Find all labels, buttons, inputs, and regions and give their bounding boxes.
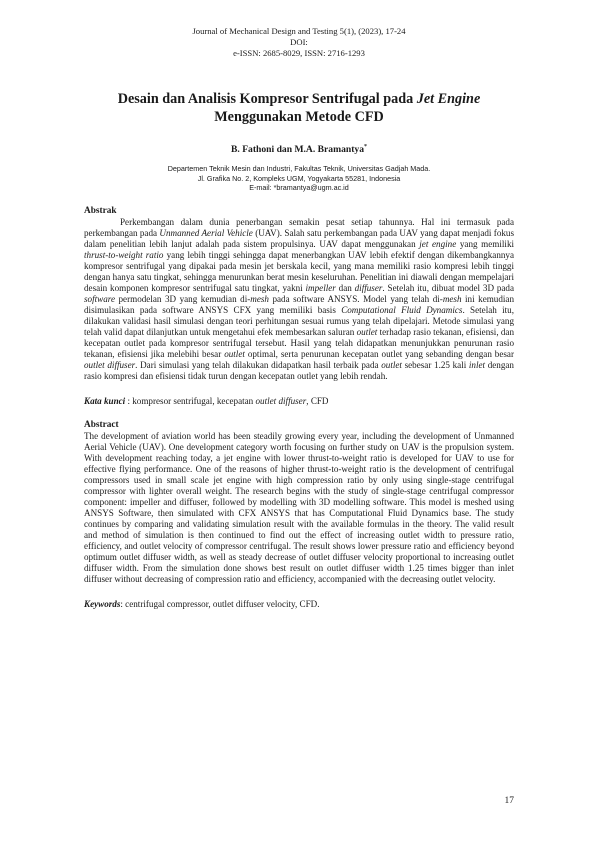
affiliation-dept: Departemen Teknik Mesin dan Industri, Fakultas Teknik, Universitas Gadjah Mada.	[167, 164, 431, 174]
text-run: yang memiliki	[456, 239, 515, 250]
italic-term: outlet	[224, 349, 245, 360]
italic-term: Computational Fluid Dynamics	[341, 305, 463, 316]
affiliation-address: Jl. Grafika No. 2, Kompleks UGM, Yogyakarta 55281, Indonesia	[197, 173, 401, 183]
italic-term: outlet	[381, 360, 402, 371]
author-names: B. Fathoni dan M.A. Bramantya	[231, 144, 364, 156]
text-run: : kompresor sentrifugal, kecepatan	[125, 396, 256, 407]
italic-term: mesh	[442, 294, 462, 305]
page-number: 17	[504, 796, 514, 806]
italic-term: outlet	[356, 327, 378, 338]
italic-term: Unmanned Aerial Vehicle	[159, 228, 253, 239]
italic-term: diffuser	[354, 283, 383, 294]
abstrak-heading: Abstrak	[84, 206, 117, 217]
title-part1: Desain dan Analisis Kompresor Sentrifugal pada	[117, 91, 417, 107]
italic-term: outlet diffuser	[255, 396, 307, 407]
kata-kunci-label: Kata kunci	[84, 396, 126, 407]
paper-title	[84, 90, 514, 126]
abstract-body	[84, 431, 514, 585]
authors	[84, 144, 514, 155]
abstract-heading: Abstract	[84, 420, 119, 431]
text-run: sebesar 1.25 kali	[401, 360, 469, 371]
keywords-label: Keywords	[84, 599, 121, 610]
keywords-body	[120, 599, 319, 609]
journal-citation: Journal of Mechanical Design and Testing 5(1), (2023), 17-24	[192, 26, 406, 36]
italic-term: outlet diffuser	[84, 360, 136, 371]
title-part2: Menggunakan Metode CFD	[214, 109, 384, 125]
journal-header	[84, 0, 514, 59]
text-run: yang lebih tinggi sehingga dapat menerbangkan UAV lebih efektif dengan dikembangkannya kompresor sentrifugal yang dipakai pada mesin jet berskala kecil, yang mana memiliki rasio kompresi lebih tinggi dengan hanya satu tingkat, sehingga menurunkan berat mesin keseluruhan. Penelitian ini diawali dengan mempelajari desain komponen kompresor sentrifugal satu tingkat, yakni	[84, 250, 515, 294]
text-run: dengan rasio kompresi dan efisiensi tidak turun dengan kecepatan outlet yang lebih rendah.	[84, 360, 514, 382]
text-run: pada software ANSYS. Model yang telah di-	[268, 294, 443, 305]
text-run: dan	[335, 283, 355, 294]
corresponding-mark: *	[364, 144, 367, 150]
text-run: : centrifugal compressor, outlet diffuser velocity, CFD.	[120, 599, 320, 610]
text-run: The development of aviation world has been steadily growing every year, including the development of Unmanned Aerial Vehicle (UAV). One development category worth focusing on further study on UAV is the propulsion system. With development reaching today, a jet engine with lower thrust-to-weight ratio is developed for UAV to use for effective flying performance. One of the reasons of higher thrust-to-weight ratio is the development of centrifugal compressors used in small scale jet engine with high compression ratio by only using single-stage centrifugal compressor with lighter overall weight. The research begins with the study of single-stage centrifugal compressor component: impeller and diffuser, followed by modelling with 3D modelling software. This model is meshed using ANSYS Software, then simulated with CFX ANSYS that has Computational Fluid Dynamics base. The study continues by comparing and validating simulation result with the available formulas in the theory. The valid result and method of simulation is then continued to find out the effect of increasing outlet width to pressure ratio, efficiency, and outlet velocity of compressor centrifugal. The result shows lower pressure ratio and efficiency beyond optimum outlet diffuser width, as well as steady decrease of outlet diffuser velocity proportional to increasing outlet diffuser width. From the simulation done shows best result on outlet diffuser width 1.25 times bigger than inlet diffuser without decreasing of compression ratio and efficiency, accompanied with the decreasing outlet velocity.	[84, 431, 514, 585]
journal-doi: DOI:	[290, 37, 308, 47]
affiliation-email: E-mail: *bramantya@ugm.ac.id	[249, 183, 349, 192]
text-run: , CFD	[306, 396, 329, 407]
title-italic: Jet Engine	[416, 91, 481, 107]
italic-term: thrust-to-weight ratio	[84, 250, 164, 261]
keywords	[84, 599, 514, 609]
italic-term: impeller	[305, 283, 336, 294]
kata-kunci-body	[125, 396, 328, 406]
abstrak-body	[84, 217, 514, 382]
text-run: . Setelah itu, dibuat model 3D pada	[382, 283, 514, 294]
affiliation	[84, 164, 514, 192]
text-run: (UAV). Salah satu perkembangan pada UAV yang dapat menjadi fokus dalam penelitian lebih lanjut adalah pada sistem propulsinya. UAV dapat menggunakan	[84, 228, 514, 250]
text-run: . Dari simulasi yang telah dilakukan didapatkan hasil terbaik pada	[135, 360, 382, 371]
kata-kunci	[84, 396, 514, 406]
text-run: . Setelah itu, dilakukan validasi hasil simulasi dengan teori perhitungan sesuai rumus yang telah dipelajari. Metode simulasi yang telah valid dapat dilanjutkan untuk mengetahui efek membesarkan saluran	[84, 305, 514, 338]
text-run: ini kemudian disimulasikan pada software ANSYS CFX yang memiliki basis	[84, 294, 515, 316]
text-run: terhadap rasio tekanan, efisiensi, dan kecepatan outlet pada kompresor sentrifugal tersebut. Hasil yang telah didapatkan menunjukkan penurunan rasio tekanan, efisiensi jika melebihi besar	[84, 327, 515, 360]
text-run: Perkembangan dalam dunia penerbangan semakin pesat setiap tahunnya. Hal ini termasuk pada perkembangan pada	[84, 217, 514, 239]
text-run: permodelan 3D yang kemudian di-	[115, 294, 251, 305]
italic-term: jet engine	[419, 239, 457, 250]
italic-term: inlet	[468, 360, 486, 371]
journal-issn: e-ISSN: 2685-8029, ISSN: 2716-1293	[233, 48, 365, 58]
italic-term: mesh	[250, 294, 269, 305]
text-run: optimal, serta penurunan kecepatan outlet yang sebanding dengan besar	[244, 349, 514, 360]
italic-term: software	[84, 294, 115, 305]
